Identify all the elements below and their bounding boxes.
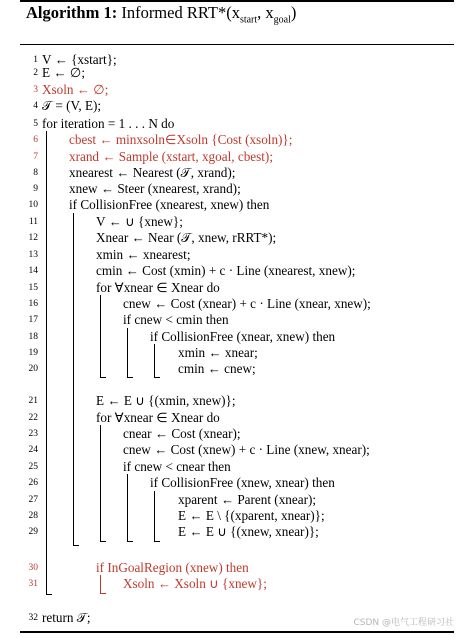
block-bar: [73, 213, 74, 545]
line-number: 9: [33, 184, 38, 194]
algorithm-line: return 𝒯;: [42, 610, 91, 625]
algorithm-line: cnear ← Cost (xnear);: [123, 426, 241, 441]
line-number: 21: [28, 396, 38, 406]
line-number: 29: [28, 527, 38, 537]
algorithm-line: E ← E ∪ {(xnew, xnear)};: [178, 524, 319, 539]
block-bar: [100, 295, 101, 377]
block-bar: [127, 474, 128, 541]
line-number: 15: [28, 283, 38, 293]
subscript-goal: goal: [273, 14, 291, 26]
line-number: 28: [28, 511, 38, 521]
subscript-start: start: [239, 14, 258, 26]
algorithm-line: Xsoln ← Xsoln ∪ {xnew};: [123, 576, 267, 591]
top-rule: [20, 0, 454, 2]
block-bar: [154, 344, 155, 377]
algorithm-line: if CollisionFree (xnear, xnew) then: [150, 329, 336, 344]
algorithm-line: Xsoln ← ∅;: [42, 82, 109, 97]
algorithm-line: xparent ← Parent (xnear);: [178, 492, 317, 507]
line-number: 14: [28, 266, 38, 276]
algorithm-line: xmin ← xnearest;: [96, 247, 191, 262]
algorithm-line: cmin ← cnew;: [178, 361, 256, 376]
line-number: 16: [28, 299, 38, 309]
line-number: 18: [28, 332, 38, 342]
algorithm-line: cmin ← Cost (xmin) + c · Line (xnearest, xnew);: [96, 263, 356, 278]
algorithm-separator: , x: [257, 3, 274, 22]
algorithm-line: cnew ← Cost (xnew) + c · Line (xnew, xnear);: [123, 442, 370, 457]
line-number: 6: [33, 135, 38, 145]
algorithm-close: ): [290, 3, 297, 22]
algorithm-line: if CollisionFree (xnew, xnear) then: [150, 475, 335, 490]
line-number: 12: [28, 233, 38, 243]
title-rule: [20, 44, 454, 45]
watermark: CSDN @电气工程研习社: [353, 618, 454, 628]
algorithm-line: xnearest ← Nearest (𝒯, xrand);: [69, 165, 236, 180]
algorithm-line: V ← ∪ {xnew};: [96, 214, 183, 229]
algorithm-name: Informed RRT*(x: [121, 3, 240, 22]
algorithm-line: for ∀xnear ∈ Xnear do: [96, 280, 220, 295]
line-number: 2: [33, 68, 38, 78]
block-bar: [100, 425, 101, 541]
block-bar: [154, 491, 155, 541]
block-foot: [100, 377, 106, 378]
line-number: 5: [33, 119, 38, 129]
algorithm-line: xrand ← Sample (xstart, xgoal, cbest);: [69, 149, 273, 164]
block-foot: [154, 377, 160, 378]
line-number: 30: [28, 563, 38, 573]
block-foot: [100, 593, 106, 594]
algorithm-line: if cnew < cmin then: [123, 312, 229, 327]
line-number: 11: [28, 217, 38, 227]
block-foot: [100, 541, 106, 542]
algorithm-line: V ← {xstart};: [42, 52, 117, 67]
line-number: 31: [28, 579, 38, 589]
line-number: 27: [28, 495, 38, 505]
line-number: 20: [28, 364, 38, 374]
algorithm-line: xnew ← Steer (xnearest, xrand);: [69, 181, 241, 196]
algorithm-title: [26, 3, 296, 25]
line-number: 22: [28, 413, 38, 423]
line-number: 10: [28, 200, 38, 210]
algorithm-line: for ∀xnear ∈ Xnear do: [96, 410, 220, 425]
line-number: 1: [33, 55, 38, 65]
block-bar: [127, 328, 128, 377]
line-number: 25: [28, 462, 38, 472]
algorithm-line: xmin ← xnear;: [178, 345, 258, 360]
line-number: 32: [28, 613, 38, 623]
line-number: 24: [28, 445, 38, 455]
block-bar: [46, 131, 47, 594]
line-number: 17: [28, 315, 38, 325]
algorithm-line: E ← E \ {(xparent, xnear)};: [178, 508, 325, 523]
algorithm-label: Algorithm 1:: [26, 3, 118, 22]
algorithm-line: if cnew < cnear then: [123, 459, 231, 474]
line-number: 13: [28, 250, 38, 260]
line-number: 23: [28, 429, 38, 439]
algorithm-line: if InGoalRegion (xnew) then: [96, 560, 249, 575]
line-number: 8: [33, 168, 38, 178]
bottom-rule: [20, 631, 454, 633]
line-number: 19: [28, 348, 38, 358]
block-foot: [73, 545, 79, 546]
algorithm-line: E ← ∅;: [42, 65, 85, 80]
block-foot: [127, 377, 133, 378]
block-foot: [46, 594, 52, 595]
block-foot: [154, 541, 160, 542]
line-number: 7: [33, 152, 38, 162]
algorithm-line: cnew ← Cost (xnear) + c · Line (xnear, xnew);: [123, 296, 371, 311]
algorithm-line: cbest ← minxsoln∈Xsoln {Cost (xsoln)};: [69, 132, 293, 147]
algorithm-line: E ← E ∪ {(xmin, xnew)};: [96, 393, 236, 408]
line-number: 3: [33, 85, 38, 95]
block-foot: [127, 541, 133, 542]
algorithm-line: 𝒯 = (V, E);: [42, 98, 102, 113]
algorithm-line: Xnear ← Near (𝒯, xnew, rRRT*);: [96, 230, 277, 245]
algorithm-line: if CollisionFree (xnearest, xnew) then: [69, 197, 270, 212]
algorithm-line: for iteration = 1 . . . N do: [42, 116, 175, 131]
line-number: 4: [33, 101, 38, 111]
block-bar: [100, 575, 101, 593]
line-number: 26: [28, 478, 38, 488]
